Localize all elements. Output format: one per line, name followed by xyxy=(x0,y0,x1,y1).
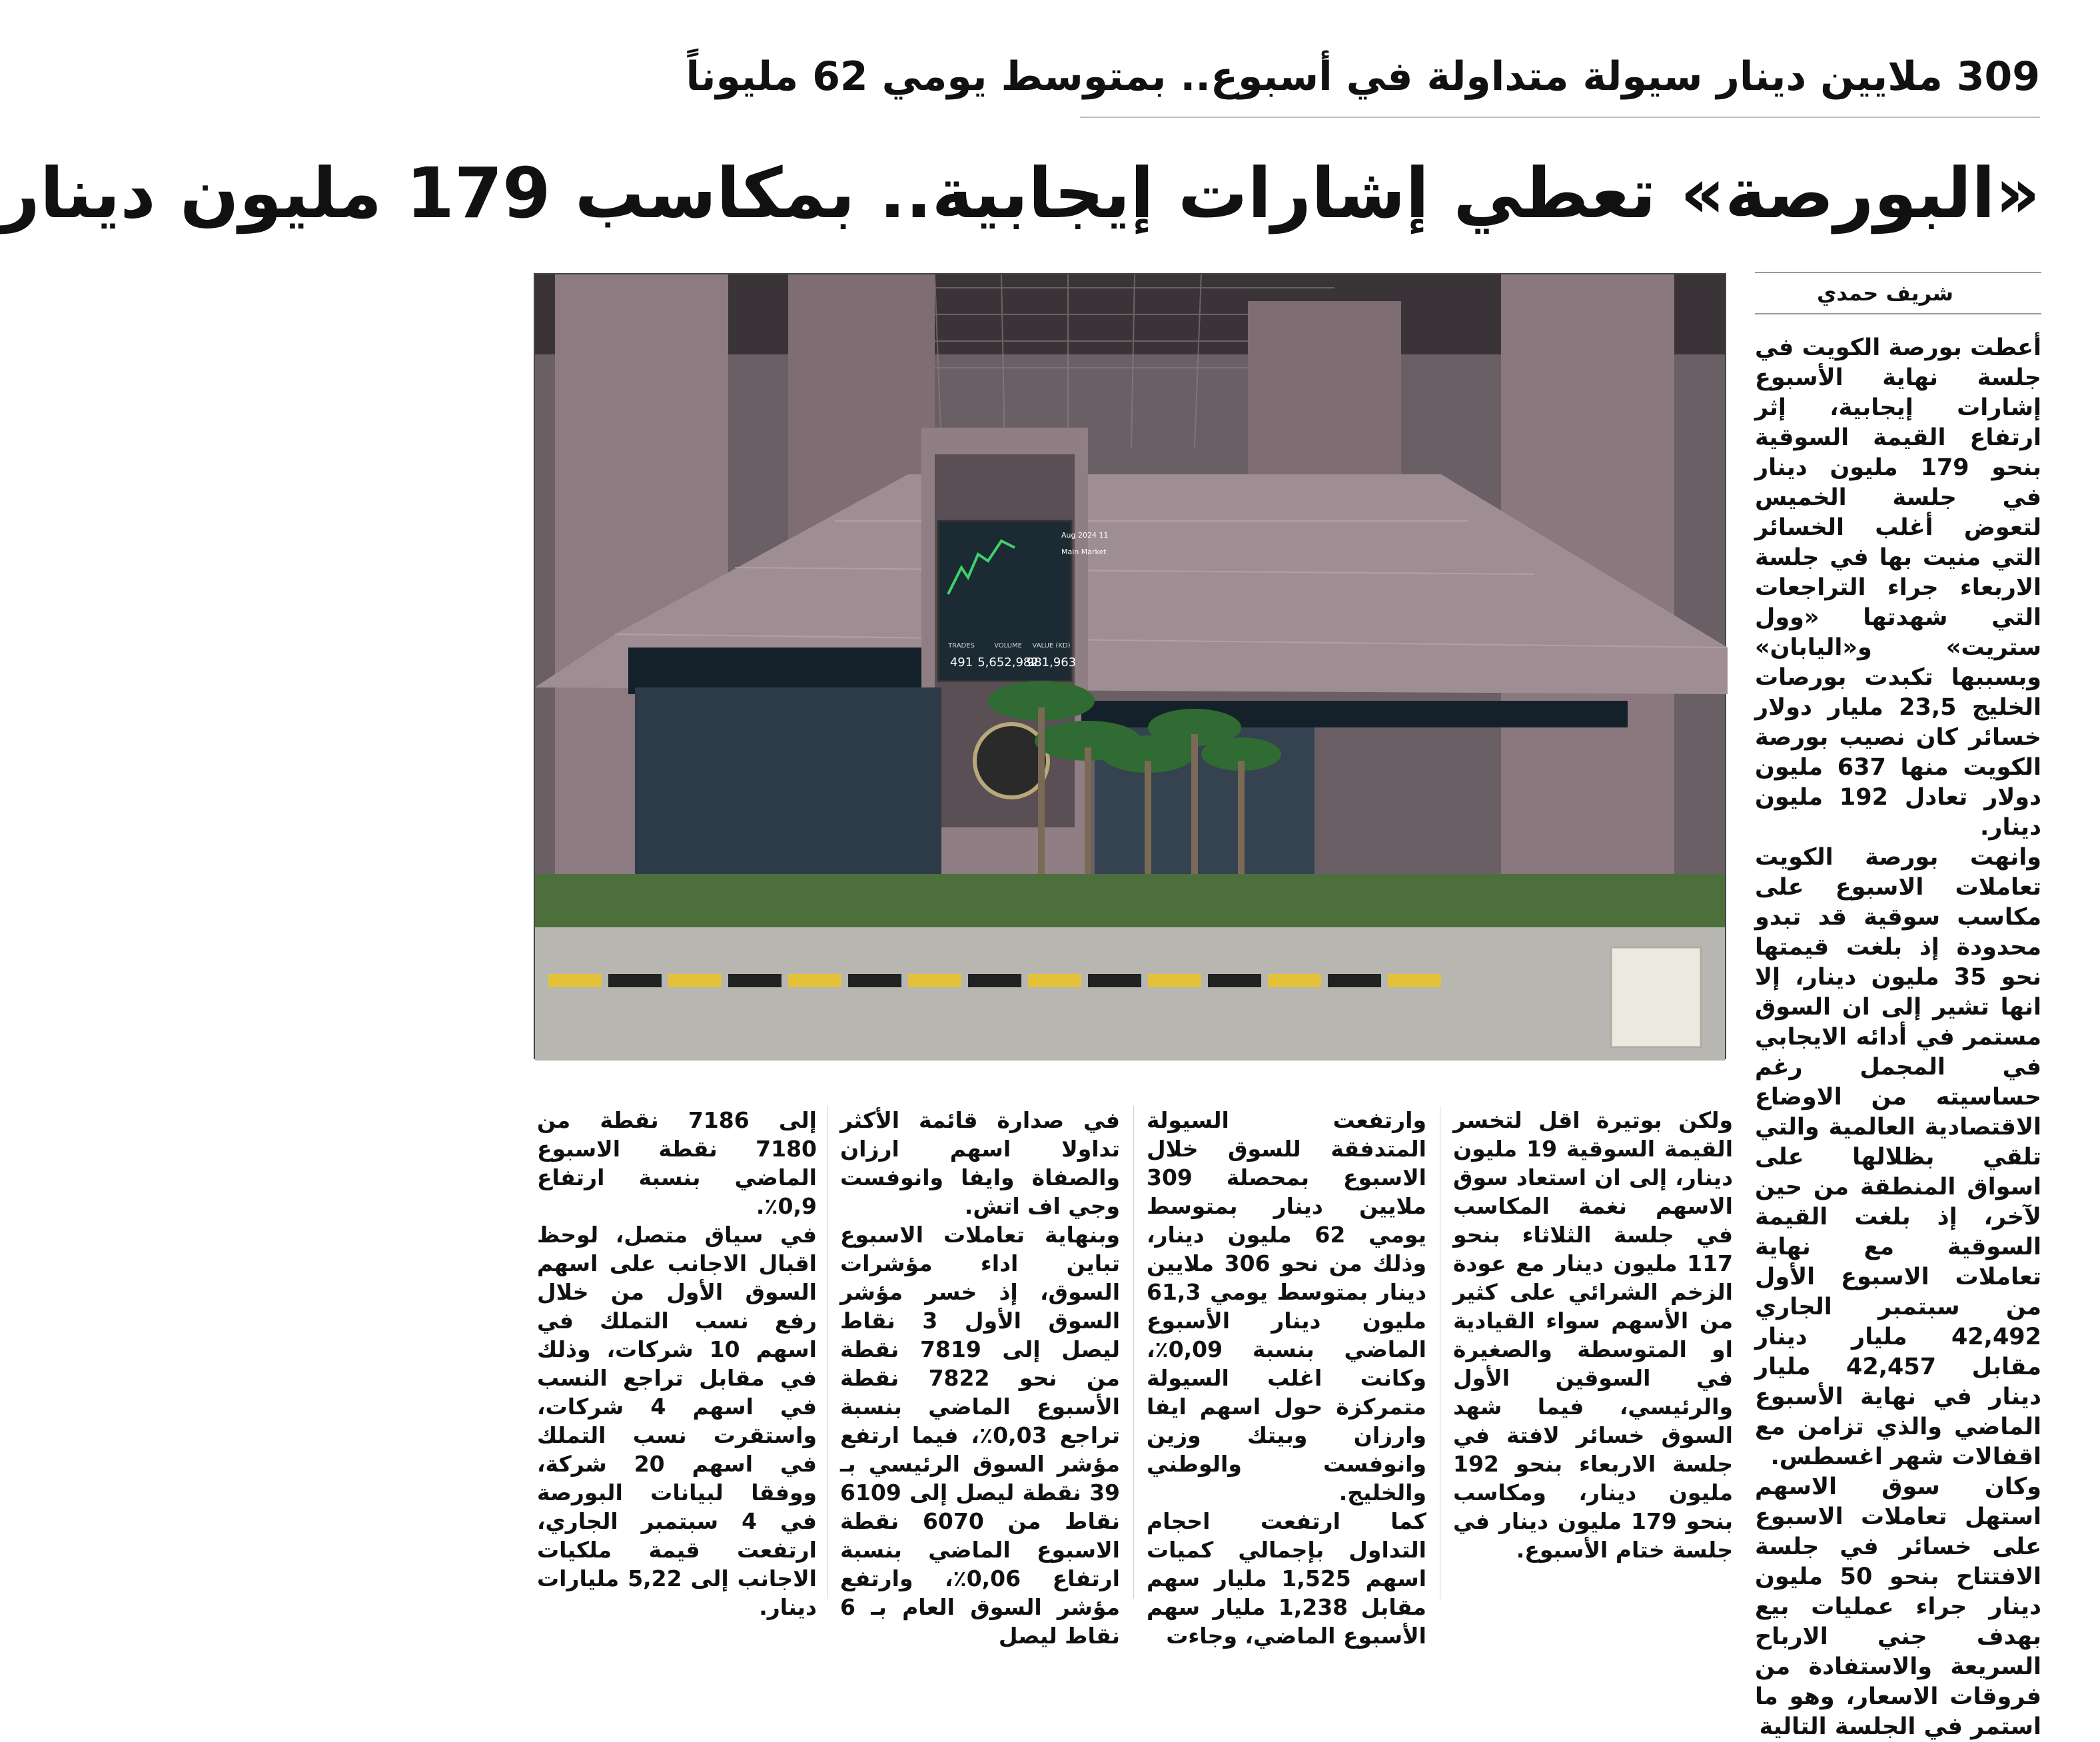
side-paragraph-2: وانهت بورصة الكويت تعاملات الاسبوع على مكاسب سوقية قد تبدو محدودة إذ بلغت قيمتها نحو 35 مليون دينار، إلا انها تشير إلى ان السوق مستمر في أدائه الايجابي في المجمل رغم حساسيته من الاوضاع الاقتصادية العالمية والتي تلقي بظلالها على اسواق المنطقة من حين لآخر، إذ بلغت القيمة السوقية مع نهاية تعاملات الاسبوع الأول من سبتمبر الجاري 42,492 مليار دينار مقابل 42,457 مليار دينار في نهاية الأسبوع الماضي والذي تزامن مع اقفالات شهر اغسطس. xyxy=(1755,844,2041,1470)
body-column-4 xyxy=(537,1106,817,1620)
byline: شريف حمدي xyxy=(1817,280,1953,306)
board-date: 11 Aug 2024 xyxy=(1061,531,1109,540)
board-value-label: VALUE (KD) xyxy=(1032,642,1071,650)
column-divider xyxy=(1133,1106,1134,1599)
column-3-paragraph-2: وبنهاية تعاملات الاسبوع تباين اداء مؤشرات السوق، إذ خسر مؤشر السوق الأول 3 نقاط ليصل إلى 7819 نقطة من نحو 7822 نقطة الأسبوع الماضي بنسبة تراجع 0,03٪، فيما ارتفع مؤشر السوق الرئيسي بـ 39 نقطة ليصل إلى 6109 نقاط من 6070 نقطة الاسبوع الماضي بنسبة ارتفاع 0,06٪، وارتفع مؤشر السوق العام بـ 6 نقاط ليصل xyxy=(840,1222,1121,1649)
main-headline: «البورصة» تعطي إشارات إيجابية.. بمكاسب 179 مليون دينار xyxy=(0,153,2040,234)
column-4-paragraph-1: إلى 7186 نقطة من 7180 نقطة الاسبوع الماضي بنسبة ارتفاع 0,9٪. xyxy=(537,1107,817,1219)
body-column-2 xyxy=(1147,1106,1427,1649)
byline-bottom-rule xyxy=(1755,313,2041,314)
board-volume-label: VOLUME xyxy=(994,642,1022,650)
byline-top-rule xyxy=(1755,272,2041,273)
kicker-headline: 309 ملايين دينار سيولة متداولة في أسبوع.. بمتوسط يومي 62 مليوناً xyxy=(686,53,2040,100)
board-market: Main Market xyxy=(1061,548,1107,556)
board-trades-label: TRADES xyxy=(948,642,975,650)
kicker-divider xyxy=(1080,117,2040,118)
board-volume: 5,652,982 xyxy=(977,655,1039,669)
column-2-paragraph-2: كما ارتفعت احجام التداول بإجمالي كميات اسهم 1,525 مليار سهم مقابل 1,238 مليار سهم الأسبوع الماضي، وجاءت xyxy=(1147,1508,1427,1649)
column-3-paragraph-1: في صدارة قائمة الأكثر تداولا اسهم ارزان والصفاة وايفا وانوفست وجي اف اتش. xyxy=(840,1107,1120,1219)
board-trades: 491 xyxy=(949,655,973,669)
body-column-3 xyxy=(840,1106,1121,1649)
article-photo xyxy=(534,273,1726,1059)
column-1-paragraph-1: ولكن بوتيرة اقل لتخسر القيمة السوقية 19 مليون دينار، إلى ان استعاد سوق الاسهم نغمة المكاسب في جلسة الثلاثاء بنحو 117 مليون دينار مع عودة الزخم الشرائي على كثير من الأسهم سواء القيادية او المتوسطة والصغيرة في السوقين الأول والرئيسي، فيما شهد السوق خسائر لافتة في جلسة الاربعاء بنحو 192 مليون دينار، ومكاسب بنحو 179 مليون دينار في جلسة ختام الأسبوع. xyxy=(1453,1107,1734,1563)
side-paragraph-1: أعطت بورصة الكويت في جلسة نهاية الأسبوع إشارات إيجابية، إثر ارتفاع القيمة السوقية بنحو 179 مليون دينار في جلسة الخميس لتعوض أغلب الخسائر التي منيت بها في جلسة الاربعاء جراء التراجعات التي شهدتها «وول ستريت» و«اليابان» وبسببها تكبدت بورصات الخليج 23,5 مليار دولار خسائر كان نصيب بورصة الكويت منها 637 مليون دولار تعادل 192 مليون دينار. xyxy=(1755,334,2041,841)
body-column-1 xyxy=(1453,1106,1733,1599)
side-column xyxy=(1755,333,2042,1740)
board-value: 981,963 xyxy=(1026,655,1077,669)
side-paragraph-3: وكان سوق الاسهم استهل تعاملات الاسبوع على خسائر في جلسة الافتتاح بنحو 50 مليون دينار جراء عمليات بيع بهدف جني الارباح السريعة والاستفادة من فروقات الاسعار، وهو ما استمر في الجلسة التالية xyxy=(1755,1474,2042,1740)
column-4-paragraph-2: في سياق متصل، لوحظ اقبال الاجانب على اسهم السوق الأول من خلال رفع نسب التملك في اسهم 10 شركات، وذلك في مقابل تراجع النسب في اسهم 4 شركات، واستقرت نسب التملك في اسهم 20 شركة، ووفقا لبيانات البورصة في 4 سبتمبر الجاري، ارتفعت قيمة ملكيات الاجانب إلى 5,22 مليارات دينار. xyxy=(537,1222,817,1620)
column-2-paragraph-1: وارتفعت السيولة المتدفقة للسوق خلال الاسبوع بمحصلة 309 ملايين دينار بمتوسط يومي 62 مليون دينار، وذلك من نحو 306 ملايين دينار بمتوسط يومي 61,3 مليون دينار الأسبوع الماضي بنسبة 0,09٪، وكانت اغلب السيولة متمركزة حول اسهم ايفا وارزان وبيتك وزين وانوفست والوطني والخليج. xyxy=(1147,1107,1426,1506)
